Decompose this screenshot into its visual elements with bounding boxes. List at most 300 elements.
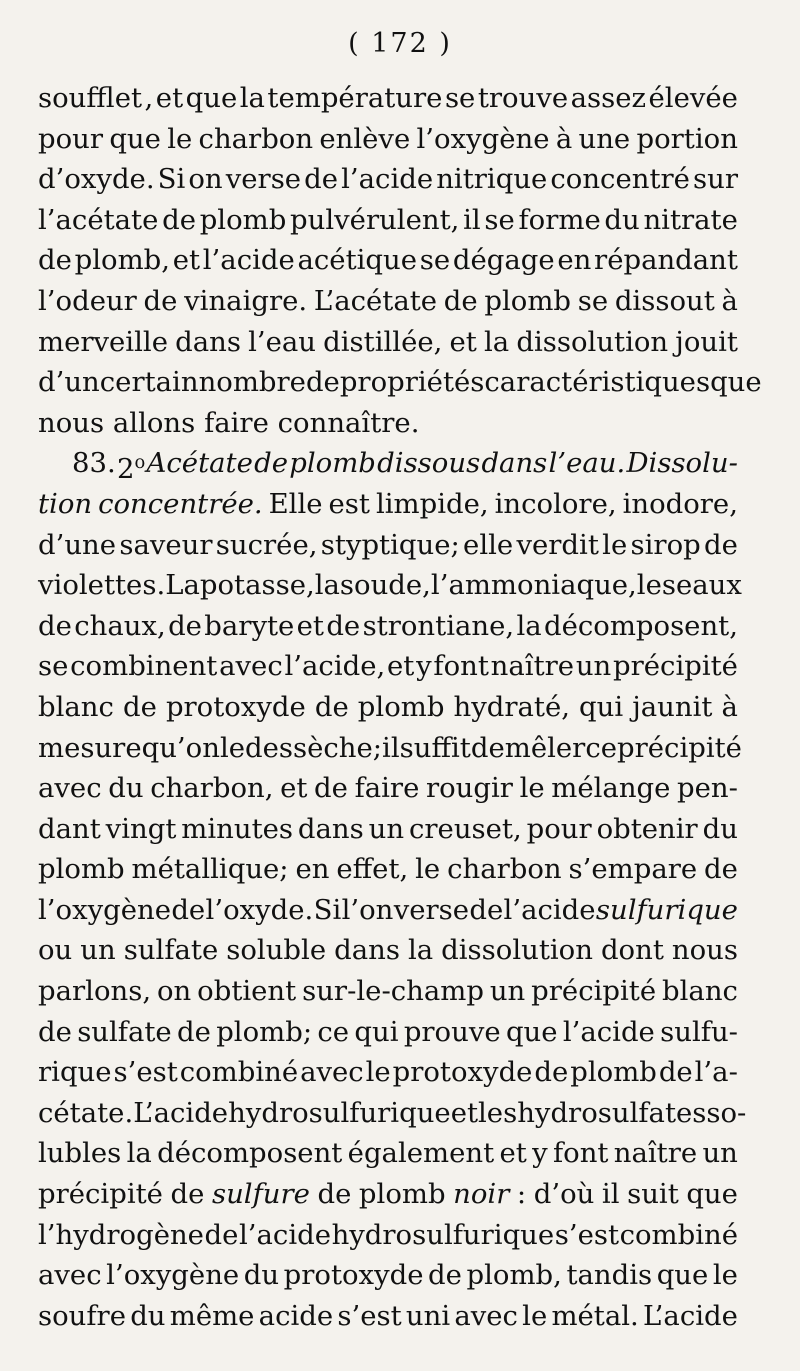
word: est (328, 487, 370, 520)
word: que (686, 1178, 738, 1211)
word: et (499, 1137, 527, 1170)
word: saveur (119, 528, 213, 561)
word: de (38, 244, 72, 277)
word: la (516, 609, 542, 642)
word: sulfu- (660, 1015, 738, 1048)
word: protoxyde (392, 1056, 533, 1089)
word: naître (490, 650, 575, 683)
word: et (155, 82, 184, 114)
word: connaître. (277, 406, 420, 439)
word: dans (334, 934, 400, 967)
word: de (704, 528, 738, 561)
word: le (522, 1299, 548, 1332)
word: précipité (531, 975, 657, 1008)
word: plomb (38, 853, 125, 886)
page-number-header: ( 172 ) (348, 28, 452, 59)
word: l’acide (238, 1218, 331, 1251)
word: verdit (516, 528, 599, 561)
word: de (704, 853, 738, 886)
word: sirop (630, 528, 701, 561)
word: de (304, 163, 339, 196)
word: la (484, 325, 510, 358)
word: charbon, (150, 772, 274, 805)
word: pen- (677, 772, 738, 805)
word: l’hydrogène (38, 1218, 204, 1251)
word: plomb (289, 447, 376, 480)
word: combiné (619, 1218, 738, 1251)
word: blanc (662, 975, 738, 1008)
word: rougir (425, 772, 513, 805)
word: et (449, 325, 477, 358)
word: de (428, 1259, 462, 1292)
word: nitrique (436, 163, 548, 196)
word: de (162, 203, 196, 236)
word: l’on (341, 893, 394, 926)
text-line (38, 119, 738, 160)
word: se (484, 203, 515, 236)
text-line (38, 322, 738, 363)
text-line (38, 200, 738, 241)
word: l’acide (341, 163, 434, 196)
word: obtient (197, 975, 297, 1008)
word: nombre (198, 366, 306, 399)
word: tandis (566, 1259, 653, 1292)
word: , (144, 82, 154, 114)
word: un (368, 812, 405, 845)
word: suffit (399, 731, 471, 764)
text-line (38, 403, 738, 444)
word: une (578, 122, 631, 155)
word: d’une (38, 528, 117, 561)
word: d’oxyde. (38, 163, 155, 196)
word: cétate. (38, 1096, 134, 1129)
word: concentrée. (98, 487, 263, 520)
word: L’acétate (313, 284, 438, 317)
word: mélange (551, 772, 671, 805)
word: l’odeur (38, 284, 137, 317)
word: du (108, 772, 144, 805)
word: de (534, 1056, 569, 1089)
text-line (38, 362, 762, 403)
word: le (415, 853, 441, 886)
word: sur-le-champ (302, 975, 484, 1008)
word: : (516, 1178, 527, 1211)
word: mêler (504, 731, 586, 764)
word: un (489, 975, 526, 1008)
word: l’eau. (548, 447, 626, 480)
word: baryte (204, 609, 295, 642)
text-line (38, 159, 738, 200)
word: la (407, 934, 434, 967)
text-line (38, 809, 738, 850)
word: charbon (198, 122, 314, 155)
word: les (636, 569, 676, 602)
word: de (122, 690, 157, 723)
word: à (721, 690, 738, 723)
text-line (38, 484, 738, 525)
word: s’est (554, 1218, 620, 1251)
word: sulfurique (595, 893, 738, 926)
word: blanc (38, 690, 114, 723)
word: l’acide (562, 1015, 655, 1048)
text-line (38, 1012, 738, 1053)
word: que (109, 122, 161, 155)
word: sucrée, (215, 528, 318, 561)
word: allons (112, 406, 196, 439)
text-line (38, 1255, 738, 1296)
word: de (314, 772, 348, 805)
word: et (280, 772, 308, 805)
text-line (38, 565, 742, 606)
word: pour (38, 122, 104, 155)
word: dant (38, 812, 101, 845)
word: et (450, 1096, 479, 1129)
word: s’empare (568, 853, 698, 886)
word: merveille (38, 325, 168, 358)
word: dans (297, 812, 364, 845)
word: distillée, (323, 325, 443, 358)
word: elle (463, 528, 514, 561)
word: La (165, 569, 200, 602)
word: de (305, 366, 340, 399)
word: plomb (199, 203, 287, 236)
word: assez (570, 82, 646, 114)
word: pulvérulent, (290, 203, 460, 236)
word: l’acétate (38, 203, 159, 236)
word: de (317, 1178, 352, 1211)
word: les (478, 1096, 518, 1129)
word: potasse, (199, 569, 315, 602)
word: le (712, 1259, 738, 1292)
word: verse (393, 893, 470, 926)
word: l’oxyde. (205, 893, 314, 926)
word: de (143, 284, 178, 317)
word: du (243, 1259, 280, 1292)
word: la (239, 82, 265, 114)
word: plomb, (74, 244, 170, 277)
word: de (326, 609, 361, 642)
body-text (38, 78, 762, 1336)
word: nous (671, 934, 738, 967)
word: concentré (550, 163, 690, 196)
word: métal. (551, 1299, 639, 1332)
word: chaux, (74, 609, 166, 642)
word: font (552, 1137, 609, 1170)
word: styptique; (320, 528, 460, 561)
word: dégage (452, 244, 555, 277)
word: de (38, 609, 72, 642)
text-line (38, 890, 738, 931)
word: Si (157, 163, 186, 196)
word: se (419, 244, 451, 277)
word: violettes. (38, 569, 166, 602)
word: plomb (357, 690, 445, 723)
word: soude, (339, 569, 431, 602)
word: ; (372, 731, 383, 764)
word: portion (636, 122, 738, 155)
word: et (172, 244, 201, 277)
word: précipité (38, 1178, 163, 1211)
word: avec (300, 1056, 364, 1089)
word: eaux (675, 569, 742, 602)
text-line (38, 687, 738, 728)
word: vinaigre. (184, 284, 308, 317)
word: parlons, (38, 975, 152, 1008)
word: qui (579, 690, 624, 723)
word: à (555, 122, 573, 155)
word: plomb (570, 1056, 657, 1089)
word: avec (219, 650, 283, 683)
word: Elle (268, 487, 323, 520)
word: faire (204, 406, 269, 439)
text-line (38, 78, 738, 119)
word: métallique; (131, 853, 289, 886)
word: Acétate (146, 447, 253, 480)
word: inodore, (622, 487, 738, 520)
word: Si (313, 893, 342, 926)
word: s’est (337, 1299, 402, 1332)
word: protoxyde (283, 1259, 424, 1292)
word: effet, (336, 853, 409, 886)
word: dessèche (245, 731, 373, 764)
word: l’ammoniaque, (430, 569, 637, 602)
word: il (463, 203, 481, 236)
word: en (295, 853, 330, 886)
word: le (219, 731, 246, 764)
text-line (38, 281, 738, 322)
word: élevée (648, 82, 738, 114)
word: jaunit (632, 690, 713, 723)
word: dissout (614, 284, 715, 317)
word: verse (225, 163, 302, 196)
word: décomposent, (544, 609, 738, 642)
word: hydraté, (453, 690, 570, 723)
word: soufre (38, 1299, 126, 1332)
word: et (296, 609, 324, 642)
word: nitrate (643, 203, 738, 236)
word: sulfure (211, 1178, 310, 1211)
word: qui (354, 1015, 399, 1048)
text-line (38, 1093, 747, 1134)
word: 83. (72, 447, 116, 480)
word: on (188, 163, 223, 196)
word: avec (454, 1299, 518, 1332)
word: so- (706, 1096, 747, 1129)
word: le (365, 1056, 391, 1089)
word: rique (38, 1056, 112, 1089)
word: uni (405, 1299, 451, 1332)
word: sulfate (77, 1015, 172, 1048)
word: que (710, 366, 762, 399)
word: y (416, 650, 432, 683)
word: s’est (113, 1056, 178, 1089)
word: avec (38, 1259, 102, 1292)
word: l’a- (694, 1056, 738, 1089)
word: sur (693, 163, 738, 196)
word: que (185, 82, 238, 114)
text-line (38, 443, 738, 484)
word: que (505, 1015, 558, 1048)
word: dissolution (516, 325, 669, 358)
word: hydrosulfurique (228, 1096, 451, 1129)
word: incolore, (494, 487, 617, 520)
word: d’un (38, 366, 100, 399)
word: du (702, 812, 738, 845)
word: certain (99, 366, 199, 399)
text-line (38, 768, 738, 809)
text-line (38, 1296, 738, 1337)
word: plomb; (216, 1015, 313, 1048)
word: de (168, 609, 202, 642)
word: faire (354, 772, 420, 805)
text-line (38, 1133, 738, 1174)
word: de (171, 893, 206, 926)
word: un (702, 1137, 738, 1170)
word: l’acide (202, 244, 295, 277)
word: acide (258, 1299, 334, 1332)
word: sulfate (123, 934, 219, 967)
text-line (38, 646, 738, 687)
word: font (433, 650, 489, 683)
word: du (604, 203, 640, 236)
word: pour (526, 812, 592, 845)
word: hydrosulfates (517, 1096, 707, 1129)
word: de (443, 284, 478, 317)
word: de (170, 1178, 205, 1211)
word: le (519, 772, 545, 805)
word: même (169, 1299, 255, 1332)
text-line (38, 849, 738, 890)
word: nous (38, 406, 105, 439)
word: L’acide (643, 1299, 738, 1332)
text-line (38, 1052, 738, 1093)
word: du (130, 1299, 166, 1332)
word: d’où (533, 1178, 595, 1211)
text-line (38, 240, 738, 281)
word: l’oxygène (38, 893, 172, 926)
word: y (532, 1137, 548, 1170)
text-line (38, 728, 742, 769)
word: la (314, 569, 340, 602)
word: vingt (105, 812, 177, 845)
word: ce (317, 1015, 350, 1048)
word: un (80, 934, 116, 967)
word: de (658, 1056, 693, 1089)
word: minutes (181, 812, 294, 845)
word: plomb (484, 284, 572, 317)
word: qu’on (141, 731, 220, 764)
word: trouve (477, 82, 569, 114)
word: et (387, 650, 415, 683)
word: tion (38, 487, 93, 520)
word: jouit (675, 325, 738, 358)
word: précipité (617, 731, 742, 764)
word: l’oxygène (106, 1259, 240, 1292)
word: 2$^o$ (117, 452, 146, 486)
word: on (156, 975, 192, 1008)
word: se (38, 650, 69, 683)
word: acétique (297, 244, 418, 277)
word: un (575, 650, 612, 683)
word: également (347, 1137, 495, 1170)
word: de (38, 1015, 72, 1048)
word: strontiane, (362, 609, 515, 642)
word: forme (518, 203, 601, 236)
word: se (577, 284, 609, 317)
word: précipité (613, 650, 738, 683)
word: de (314, 690, 349, 723)
word: noir (453, 1178, 510, 1211)
word: de (254, 447, 288, 480)
text-line (38, 971, 738, 1012)
word: obtenir (596, 812, 698, 845)
word: de (177, 1015, 211, 1048)
word: hydrosulfurique (331, 1218, 555, 1251)
word: de (470, 731, 505, 764)
word: ou (38, 934, 73, 967)
word: le (167, 122, 193, 155)
word: naître (613, 1137, 698, 1170)
word: l’eau (248, 325, 316, 358)
word: soluble (226, 934, 327, 967)
word: creuset, (409, 812, 522, 845)
word: dont (600, 934, 664, 967)
text-line (38, 930, 738, 971)
word: Dissolu- (626, 447, 738, 480)
word: soufflet (38, 82, 143, 114)
word: charbon (447, 853, 562, 886)
word: limpide, (375, 487, 489, 520)
word: température (267, 82, 443, 114)
word: de (204, 1218, 239, 1251)
word: protoxyde (165, 690, 306, 723)
word: propriétés (339, 366, 485, 399)
word: enlève (319, 122, 411, 155)
word: décomposent (157, 1137, 343, 1170)
word: dans (481, 447, 548, 480)
word: lubles (38, 1137, 122, 1170)
text-line (38, 606, 738, 647)
word: l’acide (503, 893, 596, 926)
word: il (382, 731, 400, 764)
word: prouve (403, 1015, 501, 1048)
word: en (557, 244, 592, 277)
word: plomb (358, 1178, 446, 1211)
word: combinent (70, 650, 218, 683)
word: dans (175, 325, 241, 358)
word: l’acide, (284, 650, 386, 683)
word: il (601, 1178, 620, 1211)
word: dissolution (441, 934, 593, 967)
word: caractéristiques (484, 366, 711, 399)
text-line (38, 1215, 738, 1256)
word: ce (585, 731, 618, 764)
text-line (38, 1174, 738, 1215)
word: avec (38, 772, 102, 805)
word: que (656, 1259, 709, 1292)
word: plomb, (466, 1259, 562, 1292)
word: répandant (594, 244, 738, 277)
word: le (602, 528, 628, 561)
word: se (444, 82, 476, 114)
word: suit (627, 1178, 679, 1211)
word: dissous (377, 447, 481, 480)
word: l’oxygène (416, 122, 550, 155)
word: L’acide (133, 1096, 229, 1129)
word: de (469, 893, 504, 926)
word: mesure (38, 731, 142, 764)
word: la (126, 1137, 152, 1170)
